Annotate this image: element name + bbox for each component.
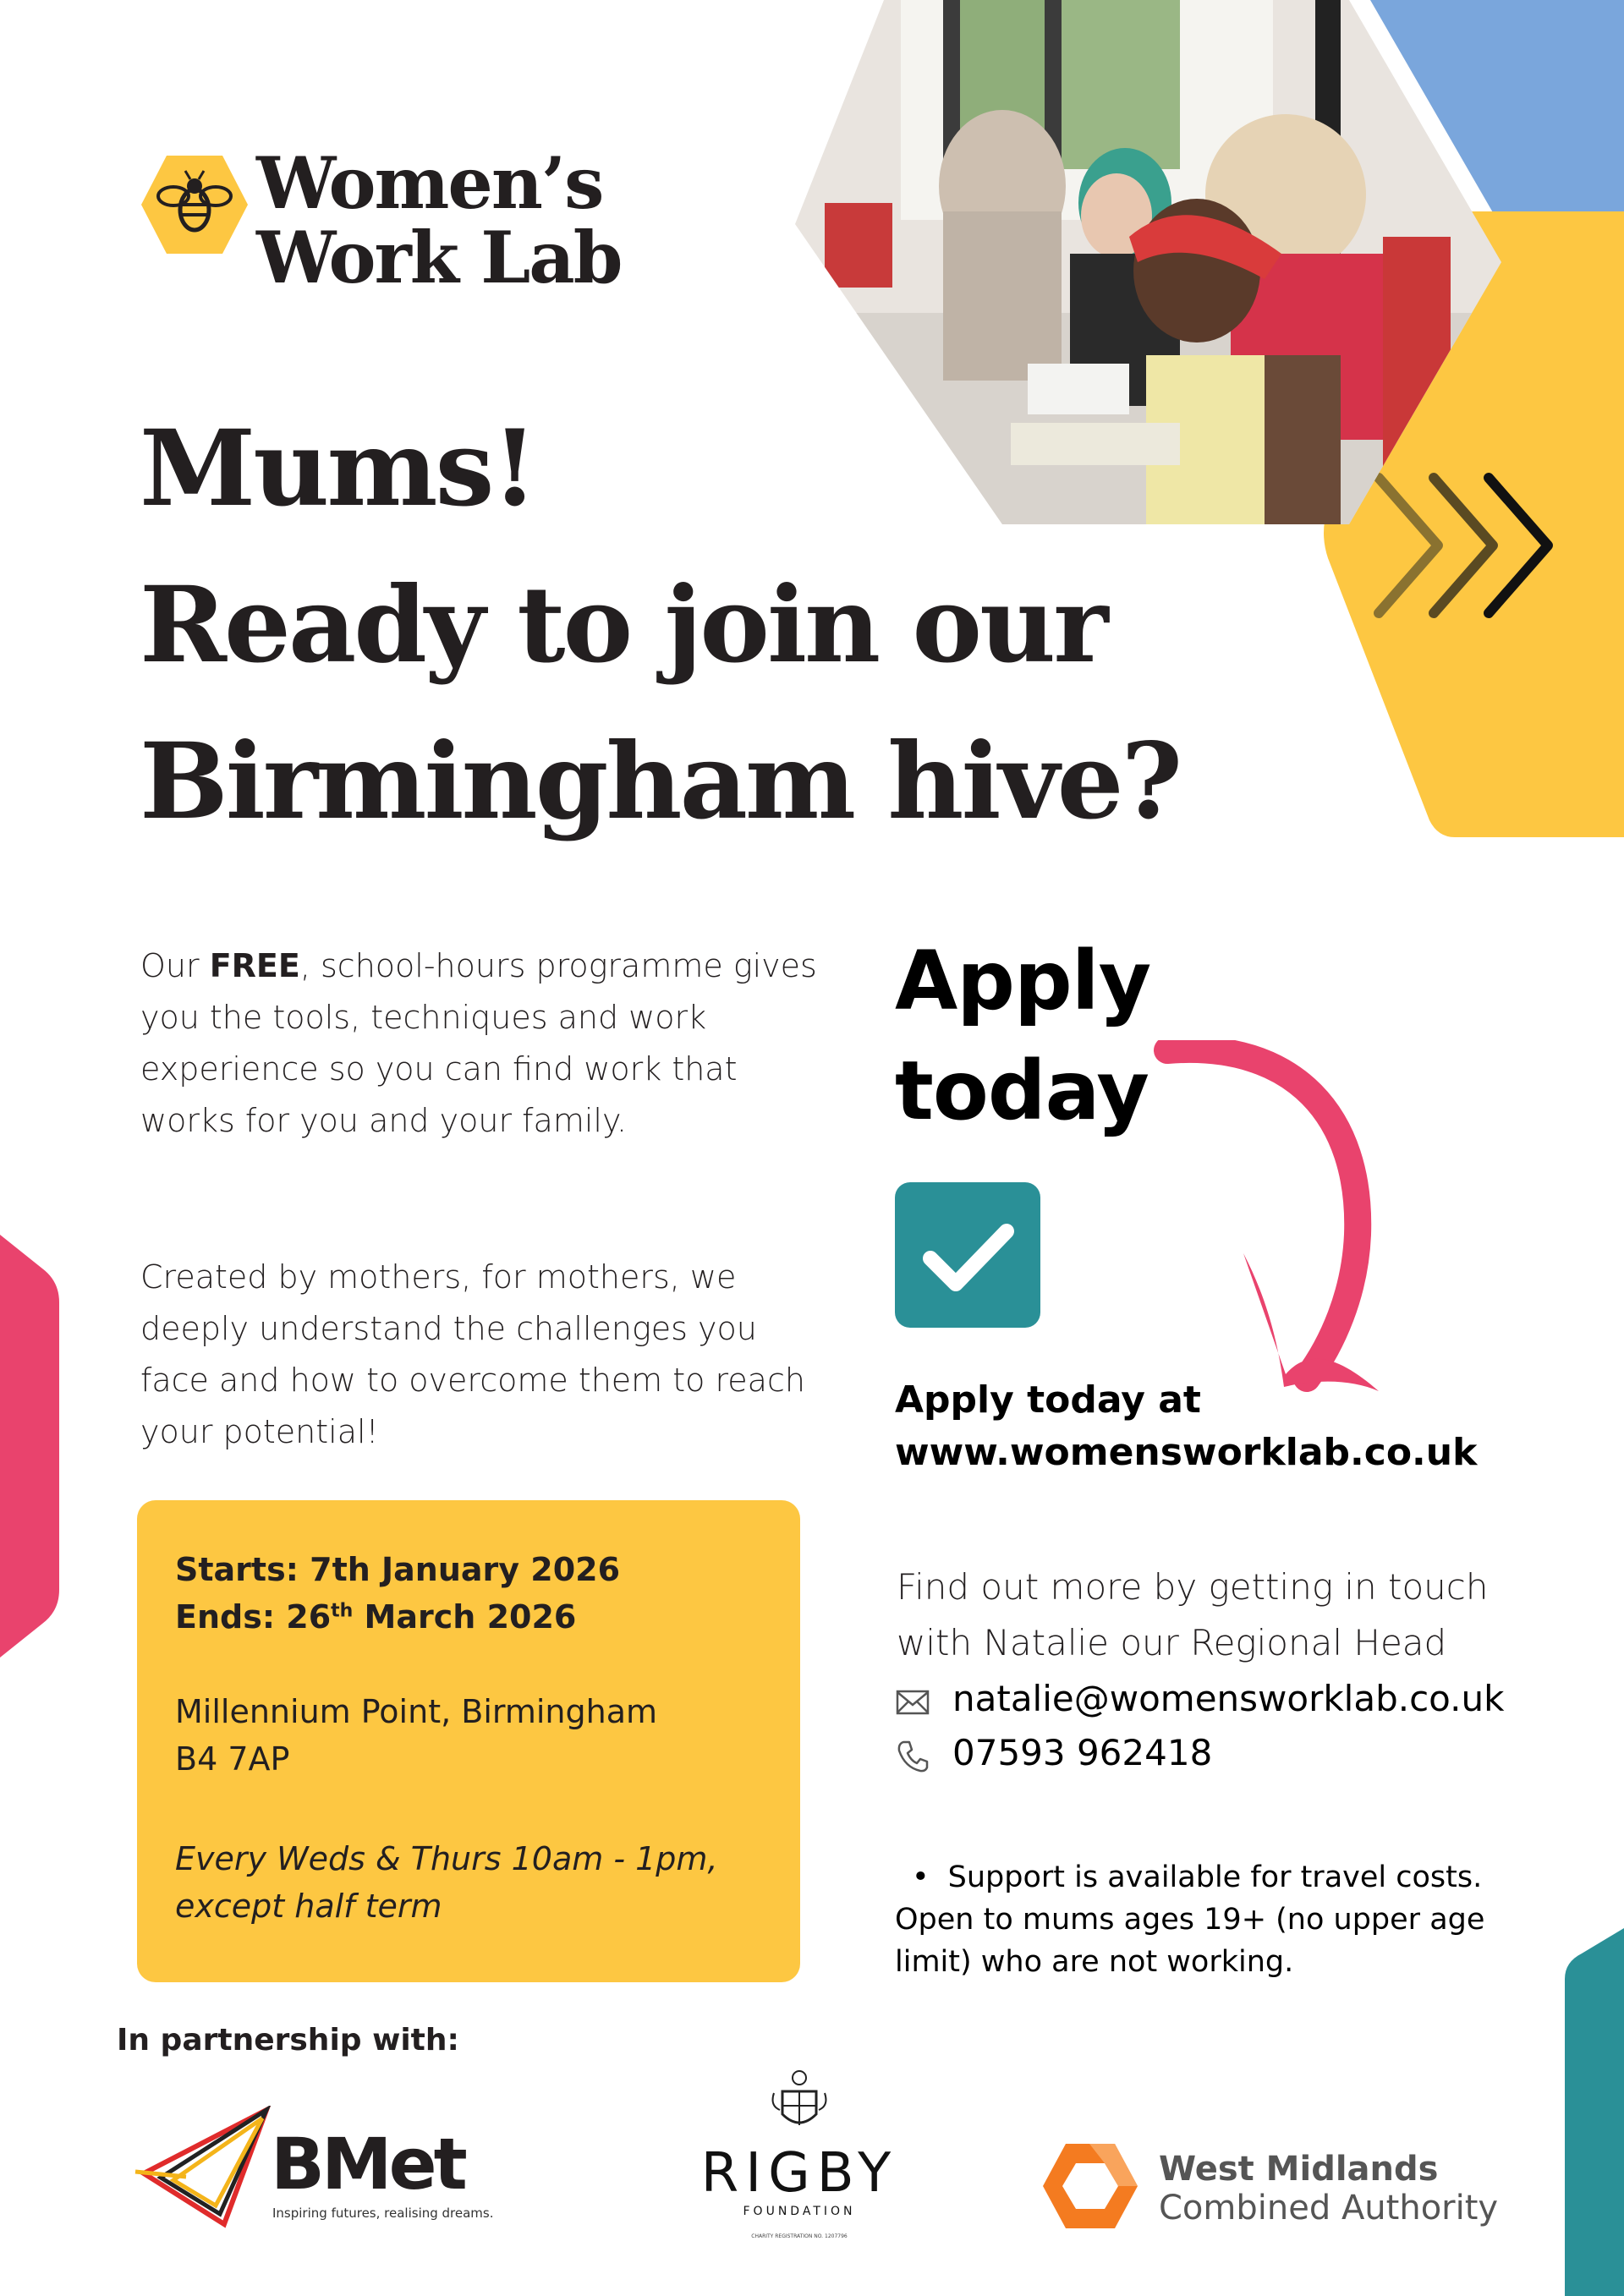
contact-intro-line2: with Natalie our Regional Head (897, 1622, 1447, 1663)
intro-paragraph-2: Created by mothers, for mothers, we deeply understand the challenges you face and how to overcome them to reach your potential! (140, 1258, 805, 1450)
bmet-logo (127, 2106, 494, 2233)
apply-website-link[interactable]: www.womensworklab.co.uk (895, 1431, 1478, 1474)
logo-text-line2: Work Lab (256, 216, 622, 299)
support-note-text: Support is available for travel costs. (947, 1860, 1483, 1894)
apply-title-line2: today (895, 1044, 1149, 1138)
curved-arrow-icon (1150, 1040, 1387, 1421)
wmca-hexagon-icon (1040, 2140, 1140, 2233)
venue: Millennium Point, Birmingham (175, 1693, 657, 1730)
rigby-subtitle: FOUNDATION (743, 2205, 856, 2218)
end-date-prefix: Ends: 26 (175, 1598, 332, 1636)
headline-line3: Birmingham hive? (140, 721, 1181, 843)
intro-prefix: Our (140, 947, 210, 984)
hero-photo (791, 0, 1501, 524)
bmet-tagline: Inspiring futures, realising dreams. (272, 2206, 494, 2221)
eligibility-note-line1: Open to mums ages 19+ (no upper age (895, 1903, 1485, 1937)
headline-line1: Mums! (140, 408, 535, 530)
end-date-suffix: March 2026 (353, 1598, 577, 1636)
programme-details-box (137, 1500, 800, 1982)
wmca-logo (1040, 2140, 1499, 2233)
postcode: B4 7AP (175, 1740, 290, 1778)
support-note-line1 (912, 1860, 1482, 1894)
eligibility-note-line2: limit) who are not working. (895, 1945, 1294, 1979)
crest-icon (770, 2068, 829, 2135)
envelope-icon (895, 1685, 930, 1720)
bullet: • (912, 1860, 930, 1894)
phone-icon (895, 1739, 930, 1774)
schedule-line2: except half term (175, 1888, 442, 1925)
decorative-teal-shape (1565, 1928, 1624, 2296)
start-date: Starts: 7th January 2026 (175, 1551, 621, 1588)
bmet-name: BMet (271, 2123, 464, 2206)
schedule-line1: Every Weds & Thurs 10am - 1pm, (175, 1840, 718, 1877)
end-date-ordinal: th (331, 1600, 354, 1622)
partners-label: In partnership with: (117, 2023, 459, 2058)
rigby-foundation-logo (694, 2068, 905, 2245)
rigby-name: RIGBY (700, 2142, 898, 2205)
rigby-registration: CHARITY REGISTRATION NO. 1207796 (751, 2233, 848, 2239)
headline-line2: Ready to join our (140, 564, 1106, 687)
womens-work-lab-logo (140, 135, 664, 321)
decorative-pink-shape (0, 1235, 59, 1658)
logo-text-line1: Women’s (256, 141, 603, 225)
wmca-line2: Combined Authority (1159, 2189, 1499, 2228)
wmca-line1: West Midlands (1159, 2150, 1439, 2189)
intro-paragraph-1 (140, 940, 817, 1147)
contact-intro-line1: Find out more by getting in touch (897, 1566, 1489, 1608)
bee-icon (140, 154, 250, 255)
email-address[interactable]: natalie@womensworklab.co.uk (952, 1678, 1505, 1719)
end-date (175, 1598, 576, 1636)
phone-number[interactable]: 07593 962418 (952, 1732, 1213, 1773)
apply-title-line1: Apply (895, 934, 1151, 1028)
intro-rest: , school-hours programme gives you the tools, techniques and work experience so you can find work that works for you and your family. (140, 947, 817, 1139)
checkmark-icon (895, 1182, 1040, 1328)
free-emphasis: FREE (209, 947, 300, 984)
apply-cta-line1: Apply today at (895, 1378, 1201, 1422)
